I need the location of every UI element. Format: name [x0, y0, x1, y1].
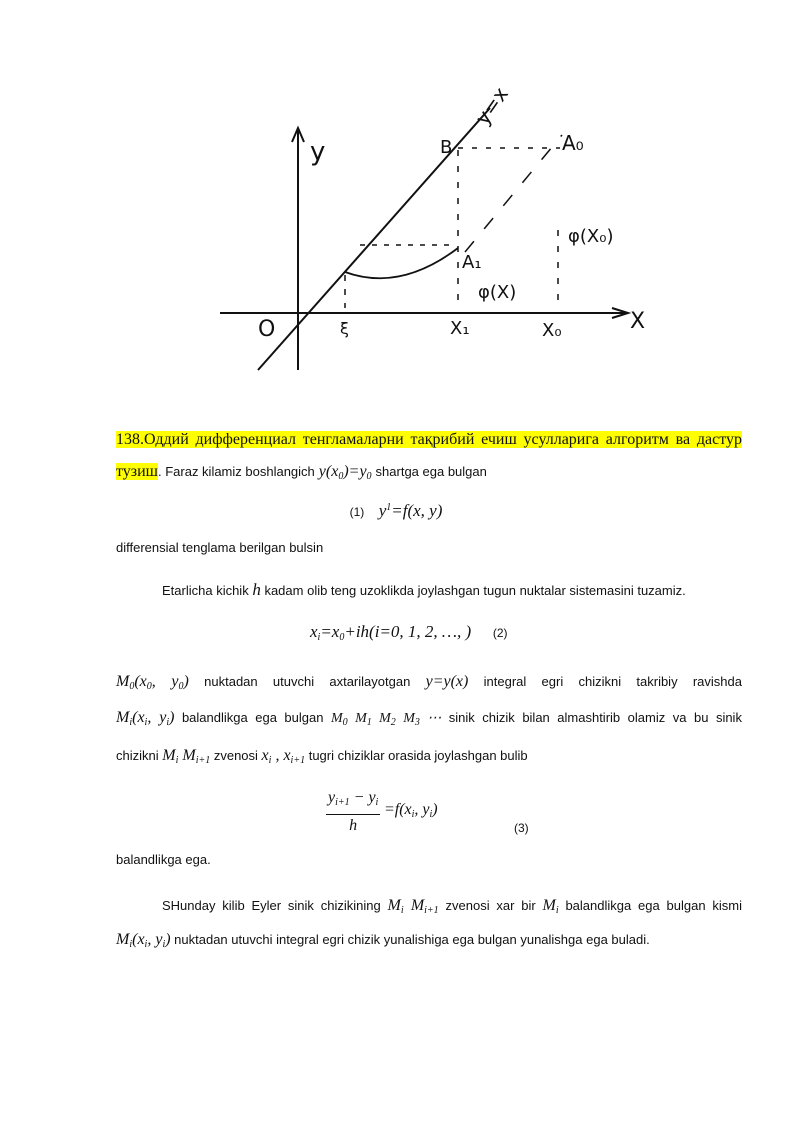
para-euler-t1: SHunday kilib Eyler sinik chizikining — [162, 898, 381, 913]
label-x1: X₁ — [450, 318, 470, 339]
para-m-t5: chizikni — [116, 748, 159, 763]
eq3-number: (3) — [514, 821, 529, 835]
heading-tail: . Faraz kilamiz boshlangich — [157, 464, 315, 479]
para-m-t3: balandlikga ega bulgan — [181, 710, 324, 725]
paragraph-m-line2: $M_i(x_i$, $y_i$) balandlikga ega bulgan $M_0$ $M_1$ $M_2$ $M_3$ ⋯ sinik chizik bilan almashtirib olamiz va bu sinik — [116, 709, 742, 728]
equation-2: $x_i=x_0+ih(i=0$, 1, 2, …, ) (2) — [310, 622, 508, 643]
paragraph-euler-line2: $M_i(x_i$, $y_i$) nuktadan utuvchi integral egri chizik yunalishiga ega bulgan yunalishga ega buladi. — [116, 931, 650, 950]
text-after-eq3: balandlikga ega. — [116, 852, 211, 867]
eq2-number: (2) — [492, 626, 508, 640]
label-b: B — [440, 137, 453, 158]
para-h-before: Etarlicha kichik — [162, 583, 249, 598]
para-euler-t3: balandlikga ega bulgan kismi — [565, 898, 742, 913]
label-origin: O — [258, 317, 276, 342]
para-m-t4: sinik chizik bilan almashtirib olamiz va bu sinik — [448, 710, 742, 725]
label-x0: X₀ — [542, 320, 562, 341]
para-m-t2: integral egri chizikni takribiy ravishda — [483, 674, 742, 689]
label-a1: A₁ — [462, 252, 482, 273]
paragraph-h: Etarlicha kichik h kadam olib teng uzoklikda joylashgan tugun nuktalar sistemasini tuzamiz. — [162, 580, 686, 599]
dash-a1-a0 — [465, 135, 562, 252]
label-phi-x0: φ(X₀) — [568, 226, 614, 247]
paragraph-m-line1: $M_0(x_0$, $y_0$) nuktadan utuvchi axtarilayotgan y=y(x) integral egri chizikni takribiy ravishda — [116, 673, 742, 692]
paragraph-m-line3: chizikni $M_i$ $M_{i+1}$ zvenosi $x_i$ , $x_{i+1}$ tugri chiziklar orasida joylashgan bulib — [116, 747, 528, 766]
para-euler-t2: zvenosi xar bir — [445, 898, 536, 913]
equation-1: (1) $y^1=f(x$, y) — [349, 501, 443, 520]
eq1-number: (1) — [349, 505, 365, 519]
equation-3: $\frac{y_{i+1} - y_i}{h}$ $=f(x_i$, $y_i$) (3) — [326, 788, 586, 836]
heading-highlighted: 138.Оддий дифференциал тенгламаларни тақрибий ечиш усулларига алгоритм ва дастур тузиш — [116, 431, 742, 480]
heading-tail2: shartga ega bulgan — [375, 464, 487, 479]
label-a0: A₀ — [562, 131, 584, 155]
para-m-t1: nuktadan utuvchi axtarilayotgan — [204, 674, 411, 689]
label-x-axis: X — [630, 309, 646, 334]
para-euler-t4: nuktadan utuvchi integral egri chizik yunalishiga ega bulgan yunalishga ega buladi. — [174, 932, 650, 947]
label-y-axis: y — [310, 137, 326, 167]
label-xi: ξ — [340, 319, 349, 338]
label-line: y=x — [470, 82, 514, 130]
initial-condition: $y(x_0)=y_0$ — [318, 463, 372, 482]
label-phi-x: φ(X) — [478, 282, 517, 303]
section-heading — [116, 424, 742, 493]
paragraph-euler-line1: SHunday kilib Eyler sinik chizikining $M_i$ $M_{i+1}$ zvenosi xar bir $M_i$ balandlikga ega bulgan kismi — [162, 897, 742, 916]
para-m-t6: zvenosi — [213, 748, 258, 763]
text-after-eq1: differensial tenglama berilgan bulsin — [116, 540, 324, 555]
geometric-figure — [200, 80, 660, 380]
para-m-t7: tugri chiziklar orasida joylashgan bulib — [308, 748, 528, 763]
para-h-after: kadam olib teng uzoklikda joylashgan tugun nuktalar sistemasini tuzamiz. — [264, 583, 686, 598]
